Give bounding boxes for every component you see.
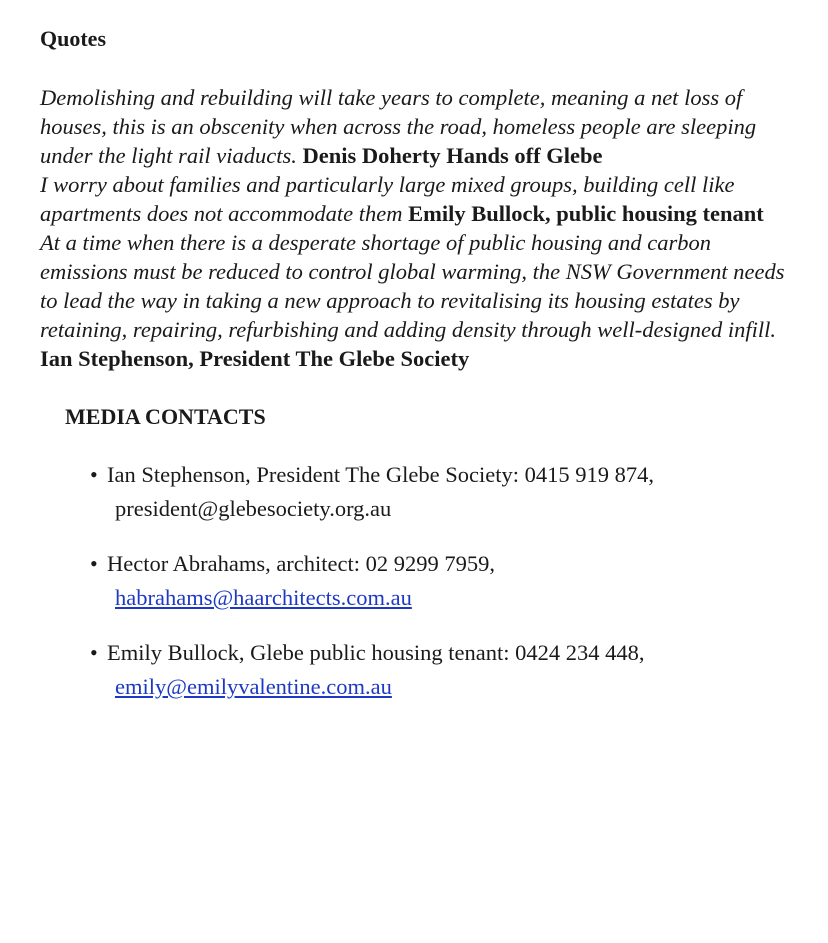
contact-email-link[interactable]: emily@emilyvalentine.com.au: [115, 674, 392, 699]
bullet-icon: •: [90, 640, 98, 665]
contact-email: president@glebesociety.org.au: [115, 496, 392, 521]
contact-item: [90, 636, 808, 704]
quote-author: Emily Bullock, public housing tenant: [408, 201, 764, 226]
media-contacts-list: [40, 458, 808, 704]
contact-details: Hector Abrahams, architect: 02 9299 7959,: [107, 551, 496, 576]
quote-author: Ian Stephenson, President The Glebe Society: [40, 346, 470, 371]
quote-text: I worry about families and particularly large mixed groups, building cell like apartments does not accommodate them: [40, 172, 735, 226]
contact-item: [90, 458, 808, 526]
quote-text: Demolishing and rebuilding will take years to complete, meaning a net loss of houses, this is an obscenity when across the road, homeless people are sleeping under the light rail viaducts.: [40, 85, 757, 168]
media-contacts-heading: MEDIA CONTACTS: [65, 404, 266, 429]
quotes-heading: Quotes: [40, 26, 106, 51]
quotes-block: [40, 83, 800, 373]
bullet-icon: •: [90, 551, 98, 576]
contact-details: Ian Stephenson, President The Glebe Society: 0415 919 874,: [107, 462, 654, 487]
bullet-icon: •: [90, 462, 98, 487]
contact-email-link[interactable]: habrahams@haarchitects.com.au: [115, 585, 412, 610]
quote-text: At a time when there is a desperate shortage of public housing and carbon emissions must be reduced to control global warming, the NSW Government needs to lead the way in taking a new approach to revitalising its housing estates by retaining, repairing, refurbishing and adding density through well-designed infill.: [40, 230, 785, 342]
contact-details: Emily Bullock, Glebe public housing tenant: 0424 234 448,: [107, 640, 645, 665]
contact-item: [90, 547, 808, 615]
quote-author: Denis Doherty Hands off Glebe: [302, 143, 603, 168]
